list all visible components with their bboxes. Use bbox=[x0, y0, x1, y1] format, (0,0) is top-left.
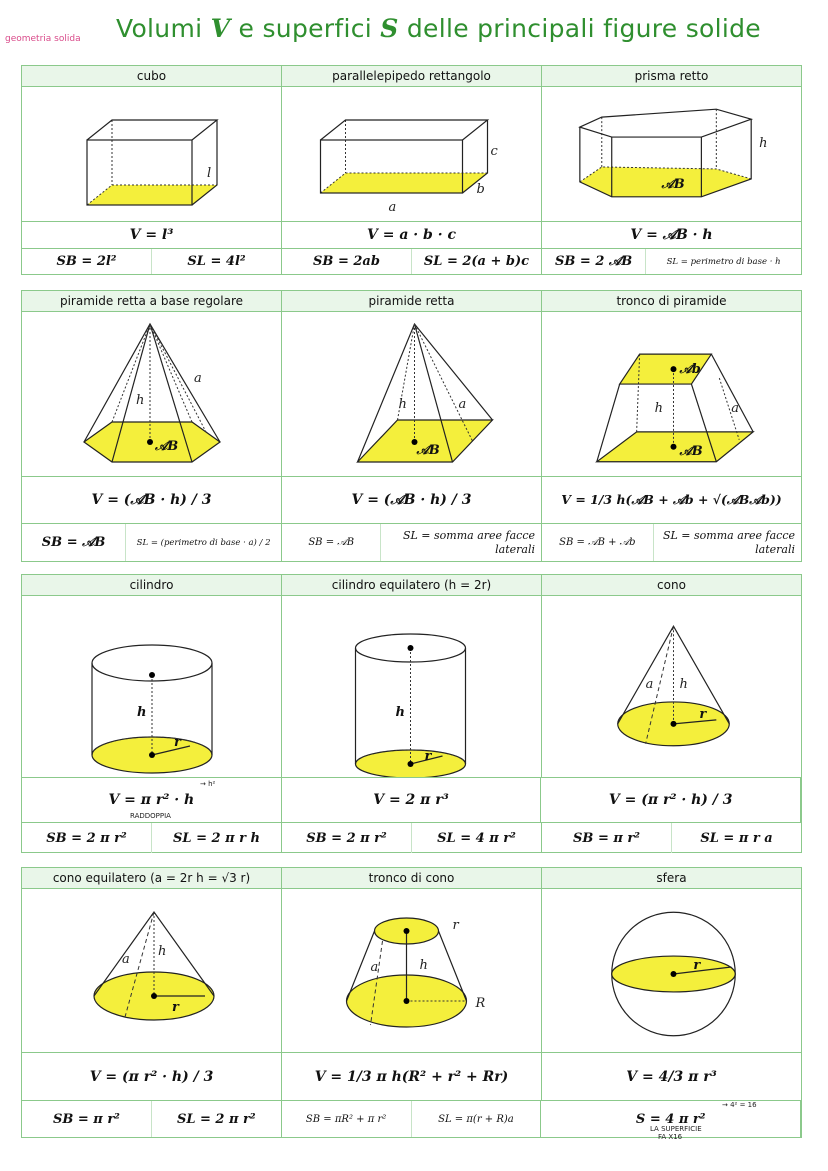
formula-base-regular-pyramid: SB = 𝒜B bbox=[22, 524, 126, 561]
formula-base-cube: SB = 2l² bbox=[22, 249, 152, 274]
formula-base-right-pyramid: SB = 𝒜B bbox=[282, 524, 381, 561]
figure-right-pyramid bbox=[282, 312, 542, 476]
formula-base-equilateral-cylinder: SB = 2 π r² bbox=[282, 823, 412, 853]
header-right-prism: prisma retto bbox=[634, 69, 709, 83]
header-equilateral-cone: cono equilatero (a = 2r h = √3 r) bbox=[22, 868, 282, 888]
label-base-area: 𝒜B bbox=[155, 439, 179, 454]
header-frustum-cone: tronco di cono bbox=[282, 868, 542, 888]
formula-volume-equilateral-cylinder: V = 2 π r³ bbox=[282, 778, 542, 822]
label-a: a bbox=[388, 200, 397, 215]
formula-volume-prism: V = 𝒜B · h bbox=[630, 227, 713, 243]
formula-base-frustum-pyramid: SB = 𝒜B + 𝒜b bbox=[542, 524, 654, 561]
handnote-times-sixteen: FA X16 bbox=[658, 1133, 683, 1141]
header-sphere: sfera bbox=[656, 871, 687, 885]
label-h: h bbox=[395, 705, 405, 720]
label-h: h bbox=[158, 944, 167, 959]
label-a: a bbox=[645, 676, 654, 692]
label-r: r bbox=[172, 1000, 179, 1015]
figure-right-prism bbox=[542, 87, 801, 221]
formula-base-frustum-cone: SB = πR² + π r² bbox=[282, 1101, 412, 1137]
figure-cone bbox=[542, 596, 801, 777]
formula-base-cone: SB = π r² bbox=[542, 823, 672, 853]
label-r: r bbox=[174, 735, 181, 750]
formula-lateral-cylinder: SL = 2 π r h bbox=[173, 830, 260, 846]
label-r: r bbox=[699, 706, 707, 722]
figure-frustum-cone bbox=[282, 889, 542, 1052]
formula-base-parallelepiped: SB = 2ab bbox=[282, 249, 412, 274]
formula-lateral-equilateral-cylinder: SL = 4 π r² bbox=[437, 830, 516, 846]
label-r: r bbox=[693, 958, 701, 974]
formula-lateral-cone: SL = π r a bbox=[700, 830, 773, 846]
formula-lateral-right-pyramid: SL = somma aree facce laterali bbox=[402, 528, 535, 556]
handnote-four-squared: → 4² = 16 bbox=[722, 1101, 757, 1109]
label-c: c bbox=[490, 144, 498, 159]
label-r: r bbox=[424, 749, 432, 764]
label-l: l bbox=[207, 166, 212, 181]
label-base-area: 𝒜B bbox=[661, 176, 685, 192]
page-note: geometria solida bbox=[5, 34, 81, 44]
figure-cylinder bbox=[22, 596, 282, 777]
section-cones-sphere bbox=[21, 867, 802, 1141]
label-base-area: 𝒜B bbox=[416, 443, 440, 458]
label-h: h bbox=[759, 136, 768, 152]
formula-base-cylinder: SB = 2 π r² bbox=[22, 823, 152, 853]
label-r-large: R bbox=[475, 996, 486, 1011]
header-cone: cono bbox=[657, 578, 686, 592]
label-a: a bbox=[458, 397, 467, 412]
section-prisms bbox=[21, 65, 802, 275]
formula-lateral-equilateral-cone: SL = 2 π r² bbox=[176, 1111, 256, 1127]
label-base-area: 𝒜B bbox=[679, 443, 703, 459]
label-h: h bbox=[398, 397, 407, 412]
header-frustum-pyramid: tronco di piramide bbox=[616, 294, 727, 308]
figure-frustum-pyramid bbox=[542, 312, 801, 476]
formula-volume-regular-pyramid: V = (𝒜B · h) / 3 bbox=[22, 477, 282, 523]
label-a: a bbox=[194, 371, 202, 386]
label-h: h bbox=[137, 705, 147, 720]
figure-sphere bbox=[542, 889, 801, 1052]
handnote-h-squared: → h² bbox=[200, 780, 216, 788]
header-regular-pyramid: piramide retta a base regolare bbox=[22, 291, 282, 311]
header-cylinder: cilindro bbox=[22, 575, 282, 595]
section-pyramids bbox=[21, 290, 802, 562]
label-top-area: 𝒜b bbox=[679, 362, 701, 378]
header-right-pyramid: piramide retta bbox=[282, 291, 542, 311]
figure-parallelepiped bbox=[282, 87, 542, 221]
handnote-surface: LA SUPERFICIE bbox=[650, 1125, 702, 1133]
formula-volume-sphere: V = 4/3 π r³ bbox=[626, 1068, 717, 1085]
figure-equilateral-cylinder bbox=[282, 596, 542, 777]
figure-equilateral-cone bbox=[22, 889, 282, 1052]
formula-lateral-parallelepiped: SL = 2(a + b)c bbox=[423, 254, 530, 269]
formula-volume-frustum-pyramid: V = 1/3 h(𝒜B + 𝒜b + √(𝒜B𝒜b)) bbox=[561, 492, 782, 507]
formula-base-equilateral-cone: SB = π r² bbox=[22, 1101, 152, 1137]
label-h: h bbox=[136, 393, 145, 408]
formula-volume-right-pyramid: V = (𝒜B · h) / 3 bbox=[282, 477, 542, 523]
figure-cube bbox=[22, 87, 282, 221]
formula-lateral-cube: SL = 4l² bbox=[187, 254, 246, 269]
figure-regular-pyramid bbox=[22, 312, 282, 476]
formula-lateral-prism: SL = perimetro di base · h bbox=[666, 256, 781, 267]
label-h: h bbox=[654, 400, 663, 416]
formula-volume-cube: V = l³ bbox=[22, 222, 282, 248]
formula-volume-frustum-cone: V = 1/3 π h(R² + r² + Rr) bbox=[282, 1053, 542, 1100]
label-h: h bbox=[679, 676, 688, 692]
formula-volume-equilateral-cone: V = (π r² · h) / 3 bbox=[22, 1053, 282, 1100]
label-a: a bbox=[731, 400, 739, 416]
label-a: a bbox=[122, 952, 130, 967]
header-equilateral-cylinder: cilindro equilatero (h = 2r) bbox=[282, 575, 542, 595]
formula-volume-cylinder: V = π r² · h bbox=[22, 778, 282, 822]
label-h: h bbox=[419, 958, 428, 973]
formula-lateral-regular-pyramid: SL = (perimetro di base · a) / 2 bbox=[136, 537, 271, 548]
formula-surface-sphere: S = 4 π r² bbox=[635, 1111, 706, 1127]
header-parallelepiped: parallelepipedo rettangolo bbox=[282, 66, 542, 86]
label-b: b bbox=[476, 182, 485, 197]
formula-lateral-frustum-cone: SL = π(r + R)a bbox=[438, 1113, 514, 1125]
label-a: a bbox=[370, 960, 379, 975]
formula-volume-cone: V = (π r² · h) / 3 bbox=[541, 778, 801, 822]
formula-base-prism: SB = 2 𝒜B bbox=[542, 249, 646, 274]
formula-lateral-frustum-pyramid: SL = somma aree facce laterali bbox=[662, 528, 795, 556]
page-title: Volumi V e superfici S delle principali figure solide bbox=[116, 14, 761, 43]
handnote-doubles: RADDOPPIA bbox=[130, 812, 171, 820]
section-cylinders bbox=[21, 574, 802, 853]
header-cube: cubo bbox=[22, 66, 282, 86]
label-r-small: r bbox=[452, 918, 459, 933]
formula-volume-parallelepiped: V = a · b · c bbox=[282, 222, 542, 248]
